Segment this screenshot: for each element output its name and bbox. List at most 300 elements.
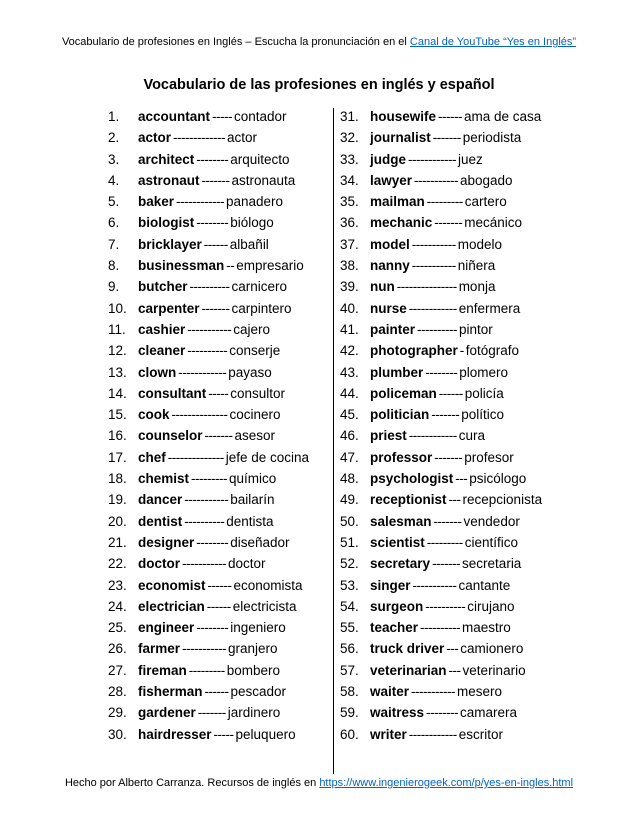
item-number: 46. [340, 428, 359, 444]
item-number: 17. [108, 449, 127, 465]
item-number: 6. [108, 215, 120, 231]
item-number: 36. [340, 215, 359, 231]
separator-dashes: ----------- [414, 172, 458, 188]
english-term: economist [138, 577, 206, 593]
list-item [108, 170, 333, 191]
english-term: nanny [370, 258, 410, 274]
item-number: 60. [340, 726, 359, 742]
spanish-term: veterinario [462, 662, 526, 678]
english-term: bricklayer [138, 236, 202, 252]
separator-dashes: ------- [433, 513, 462, 529]
separator-dashes: --------- [188, 662, 225, 678]
resources-link[interactable]: https://www.ingenierogeek.com/p/yes-en-ingles.html [319, 777, 574, 789]
item-number: 24. [108, 598, 127, 614]
list-item [108, 319, 333, 340]
page-title: Vocabulario de las profesiones en inglés y español [143, 77, 495, 93]
separator-dashes: ------------ [408, 428, 457, 444]
spanish-term: doctor [227, 556, 266, 572]
spanish-term: pintor [458, 321, 493, 337]
list-item [108, 532, 333, 553]
spanish-term: dentista [226, 513, 274, 529]
spanish-term: ama de casa [464, 109, 542, 124]
separator-dashes: ----------- [182, 641, 226, 657]
english-term: painter [370, 321, 416, 337]
list-item [340, 638, 590, 659]
item-number: 30. [108, 726, 127, 742]
list-item [340, 276, 590, 297]
list-item [340, 255, 590, 276]
english-term: businessman [138, 258, 225, 274]
item-number: 9. [108, 279, 120, 295]
item-number: 11. [108, 321, 126, 337]
list-item [108, 617, 333, 638]
vocab-list-left [108, 106, 333, 745]
separator-dashes: --- [448, 662, 461, 678]
spanish-term: asesor [234, 428, 276, 444]
spanish-term: abogado [459, 172, 513, 188]
english-term: dancer [138, 492, 183, 508]
item-number: 10. [108, 300, 127, 316]
item-number: 12. [108, 343, 127, 359]
spanish-term: panadero [225, 194, 284, 210]
spanish-term: cura [458, 428, 485, 444]
english-term: chemist [138, 471, 190, 487]
list-item [108, 149, 333, 170]
item-number: 34. [340, 172, 359, 188]
spanish-term: científico [464, 534, 519, 550]
english-term: journalist [370, 130, 431, 146]
separator-dashes: ------- [432, 130, 461, 146]
spanish-term: cocinero [229, 407, 281, 423]
item-number: 21. [108, 534, 127, 550]
separator-dashes: ---------- [189, 279, 230, 295]
english-term: waitress [370, 705, 425, 721]
item-number: 23. [108, 577, 127, 593]
separator-dashes: ------------ [408, 151, 456, 167]
english-term: farmer [138, 641, 181, 657]
list-item [108, 191, 333, 212]
separator-dashes: ----------- [412, 577, 457, 593]
separator-dashes: -------- [426, 705, 459, 721]
english-term: accountant [138, 109, 211, 124]
english-term: lawyer [370, 172, 413, 188]
list-item [108, 575, 333, 596]
english-term: housewife [370, 109, 437, 124]
item-number: 4. [108, 172, 120, 188]
spanish-term: jefe de cocina [225, 449, 310, 465]
separator-dashes: ----- [213, 726, 234, 742]
item-number: 25. [108, 620, 127, 636]
spanish-term: fotógrafo [465, 343, 520, 359]
separator-dashes: ------- [197, 705, 226, 721]
spanish-term: vendedor [463, 513, 520, 529]
spanish-term: empresario [236, 258, 304, 274]
list-item [340, 319, 590, 340]
separator-dashes: ------ [438, 385, 463, 401]
separator-dashes: ------- [204, 428, 233, 444]
spanish-term: conserje [229, 343, 281, 359]
separator-dashes: - [459, 343, 464, 359]
item-number: 7. [108, 236, 120, 252]
list-item [108, 681, 333, 702]
spanish-term: astronauta [231, 172, 296, 188]
list-item [108, 212, 333, 233]
english-term: carpenter [138, 300, 200, 316]
separator-dashes: --- [448, 492, 461, 508]
separator-dashes: ----------- [187, 321, 232, 337]
list-item [340, 234, 590, 255]
item-number: 22. [108, 556, 127, 572]
separator-dashes: -------- [196, 620, 229, 636]
list-item [340, 596, 590, 617]
spanish-term: monja [458, 279, 496, 295]
separator-dashes: ------- [432, 556, 461, 572]
english-term: writer [370, 726, 407, 742]
english-term: waiter [370, 684, 410, 700]
english-term: engineer [138, 620, 195, 636]
spanish-term: mecánico [464, 215, 523, 231]
item-number: 18. [108, 471, 127, 487]
separator-dashes: ---------- [425, 598, 466, 614]
separator-dashes: -- [226, 258, 235, 274]
item-number: 58. [340, 684, 359, 700]
separator-dashes: ------ [438, 109, 462, 124]
separator-dashes: ----------- [182, 556, 226, 572]
item-number: 16. [108, 428, 127, 444]
item-number: 13. [108, 364, 127, 380]
separator-dashes: --- [446, 641, 459, 657]
separator-dashes: -------------- [167, 449, 224, 465]
spanish-term: pescador [230, 684, 287, 700]
english-term: mailman [370, 194, 425, 210]
spanish-term: payaso [228, 364, 272, 380]
separator-dashes: ------- [431, 407, 460, 423]
separator-dashes: -------- [425, 364, 458, 380]
separator-dashes: ----------- [411, 236, 456, 252]
list-item [108, 660, 333, 681]
list-item [108, 724, 333, 745]
item-number: 51. [340, 534, 359, 550]
spanish-term: diseñador [230, 534, 290, 550]
item-number: 43. [340, 364, 359, 380]
spanish-term: químico [229, 471, 277, 487]
header-text: Vocabulario de profesiones en Inglés – Escucha la pronunciación en el [61, 36, 410, 48]
youtube-channel-link[interactable]: Canal de YouTube “Yes en Inglés” [409, 36, 577, 48]
page-header [0, 36, 638, 48]
english-term: hairdresser [138, 726, 212, 742]
item-number: 27. [108, 662, 127, 678]
spanish-term: modelo [457, 236, 502, 252]
spanish-term: jardinero [227, 705, 281, 721]
item-number: 29. [108, 705, 127, 721]
item-number: 32. [340, 130, 359, 146]
spanish-term: albañil [229, 236, 269, 252]
item-number: 50. [340, 513, 359, 529]
separator-dashes: ------- [201, 300, 230, 316]
english-term: fisherman [138, 684, 203, 700]
separator-dashes: -------- [196, 215, 229, 231]
list-item [108, 468, 333, 489]
list-item [340, 511, 590, 532]
spanish-term: juez [457, 151, 483, 167]
spanish-term: bombero [226, 662, 281, 678]
english-term: actor [138, 130, 172, 146]
list-item [108, 489, 333, 510]
item-number: 19. [108, 492, 127, 508]
item-number: 8. [108, 258, 120, 274]
english-term: astronaut [138, 172, 200, 188]
item-number: 57. [340, 662, 359, 678]
item-number: 40. [340, 300, 359, 316]
spanish-term: cajero [233, 321, 271, 337]
spanish-term: camarera [460, 705, 518, 721]
separator-dashes: ------------ [408, 726, 457, 742]
english-term: teacher [370, 620, 419, 636]
english-term: model [370, 236, 410, 252]
separator-dashes: ------------ [408, 300, 457, 316]
spanish-term: granjero [227, 641, 278, 657]
item-number: 53. [340, 577, 359, 593]
english-term: biologist [138, 215, 195, 231]
separator-dashes: ---------- [187, 343, 228, 359]
separator-dashes: ------ [203, 236, 228, 252]
separator-dashes: ----- [212, 109, 232, 124]
separator-dashes: ---------- [417, 321, 457, 337]
separator-dashes: ---------- [420, 620, 460, 636]
item-number: 35. [340, 194, 359, 210]
list-item [108, 404, 333, 425]
spanish-term: cantante [458, 577, 511, 593]
english-term: scientist [370, 534, 425, 550]
spanish-term: policía [464, 385, 504, 401]
spanish-term: plomero [459, 364, 509, 380]
item-number: 49. [340, 492, 359, 508]
item-number: 5. [108, 194, 120, 210]
separator-dashes: ------------- [173, 130, 225, 146]
list-item [108, 383, 333, 404]
english-term: doctor [138, 556, 180, 572]
list-item [108, 638, 333, 659]
list-item [108, 255, 333, 276]
item-number: 55. [340, 620, 359, 636]
item-number: 59. [340, 705, 359, 721]
list-item [340, 298, 590, 319]
separator-dashes: ----------- [411, 258, 456, 274]
list-item [108, 702, 333, 723]
spanish-term: economista [233, 577, 303, 593]
separator-dashes: ------- [201, 172, 230, 188]
english-term: politician [370, 407, 430, 423]
separator-dashes: --- [455, 471, 468, 487]
spanish-term: profesor [464, 449, 514, 465]
english-term: dentist [138, 513, 183, 529]
separator-dashes: ----------- [411, 684, 455, 700]
separator-dashes: --------------- [396, 279, 457, 295]
spanish-term: escritor [458, 726, 503, 742]
list-item [340, 212, 590, 233]
separator-dashes: ---------- [184, 513, 225, 529]
separator-dashes: ------ [207, 577, 232, 593]
list-item [340, 149, 590, 170]
english-term: consultant [138, 385, 207, 401]
english-term: nurse [370, 300, 407, 316]
item-number: 41. [340, 321, 359, 337]
list-item [340, 383, 590, 404]
list-item [340, 617, 590, 638]
spanish-term: carpintero [231, 300, 292, 316]
english-term: butcher [138, 279, 188, 295]
vocab-list-right [340, 106, 590, 745]
item-number: 48. [340, 471, 359, 487]
list-item [340, 170, 590, 191]
list-item [108, 276, 333, 297]
item-number: 39. [340, 279, 359, 295]
english-term: gardener [138, 705, 196, 721]
spanish-term: maestro [462, 620, 511, 636]
separator-dashes: ------------ [178, 364, 227, 380]
column-divider [333, 108, 334, 774]
spanish-term: carnicero [231, 279, 288, 295]
english-term: psychologist [370, 471, 454, 487]
list-item [340, 127, 590, 148]
list-item [108, 511, 333, 532]
item-number: 31. [340, 109, 359, 124]
list-item [340, 340, 590, 361]
list-item [340, 660, 590, 681]
list-item [340, 404, 590, 425]
footer-text: Hecho por Alberto Carranza. Recursos de inglés en [64, 777, 320, 789]
english-term: singer [370, 577, 411, 593]
spanish-term: bailarín [230, 492, 275, 508]
english-term: salesman [370, 513, 432, 529]
separator-dashes: ------- [434, 215, 463, 231]
english-term: surgeon [370, 598, 424, 614]
list-item [340, 489, 590, 510]
item-number: 45. [340, 407, 359, 423]
spanish-term: electricista [232, 598, 297, 614]
list-item [108, 234, 333, 255]
english-term: nun [370, 279, 395, 295]
separator-dashes: ------ [206, 598, 231, 614]
list-item [340, 468, 590, 489]
item-number: 15. [108, 407, 127, 423]
list-item [340, 191, 590, 212]
separator-dashes: -------------- [171, 407, 228, 423]
spanish-term: ingeniero [230, 620, 286, 636]
spanish-term: enfermera [458, 300, 521, 316]
list-item [340, 447, 590, 468]
separator-dashes: --------- [426, 194, 463, 210]
item-number: 52. [340, 556, 359, 572]
item-number: 37. [340, 236, 359, 252]
item-number: 56. [340, 641, 359, 657]
separator-dashes: ----------- [184, 492, 229, 508]
separator-dashes: ----- [208, 385, 229, 401]
spanish-term: niñera [457, 258, 496, 274]
english-term: cook [138, 407, 170, 423]
item-number: 33. [340, 151, 359, 167]
list-item [340, 532, 590, 553]
spanish-term: biólogo [230, 215, 274, 231]
english-term: judge [370, 151, 406, 167]
english-term: secretary [370, 556, 431, 572]
separator-dashes: ------------ [176, 194, 224, 210]
item-number: 3. [108, 151, 120, 167]
spanish-term: actor [226, 130, 257, 146]
english-term: cashier [138, 321, 186, 337]
spanish-term: consultor [230, 385, 286, 401]
english-term: photographer [370, 343, 458, 359]
english-term: chef [138, 449, 166, 465]
list-item [340, 362, 590, 383]
english-term: plumber [370, 364, 424, 380]
english-term: counselor [138, 428, 203, 444]
spanish-term: contador [234, 109, 287, 124]
list-item [108, 298, 333, 319]
list-item [340, 425, 590, 446]
item-number: 44. [340, 385, 359, 401]
english-term: designer [138, 534, 195, 550]
spanish-term: secretaria [462, 556, 522, 572]
spanish-term: camionero [460, 641, 524, 657]
item-number: 26. [108, 641, 127, 657]
item-number: 1. [108, 109, 120, 124]
spanish-term: periodista [462, 130, 522, 146]
item-number: 2. [108, 130, 120, 146]
spanish-term: peluquero [235, 726, 296, 742]
item-number: 47. [340, 449, 359, 465]
spanish-term: mesero [456, 684, 502, 700]
english-term: professor [370, 449, 433, 465]
separator-dashes: --------- [191, 471, 227, 487]
list-item [340, 702, 590, 723]
spanish-term: cartero [464, 194, 507, 210]
spanish-term: cirujano [467, 598, 515, 614]
item-number: 54. [340, 598, 359, 614]
list-item [340, 724, 590, 745]
separator-dashes: --------- [426, 534, 463, 550]
separator-dashes: ------ [204, 684, 229, 700]
english-term: architect [138, 151, 195, 167]
english-term: fireman [138, 662, 187, 678]
list-item [108, 447, 333, 468]
list-item [108, 106, 333, 127]
spanish-term: arquitecto [230, 151, 290, 167]
list-item [108, 596, 333, 617]
page-footer [0, 777, 638, 789]
separator-dashes: -------- [196, 151, 229, 167]
spanish-term: psicólogo [469, 471, 527, 487]
item-number: 28. [108, 684, 127, 700]
spanish-term: recepcionista [462, 492, 543, 508]
item-number: 38. [340, 258, 359, 274]
english-term: policeman [370, 385, 437, 401]
list-item [340, 575, 590, 596]
separator-dashes: ------- [434, 449, 463, 465]
english-term: truck driver [370, 641, 445, 657]
list-item [108, 362, 333, 383]
english-term: clown [138, 364, 177, 380]
english-term: baker [138, 194, 175, 210]
list-item [108, 127, 333, 148]
english-term: priest [370, 428, 407, 444]
item-number: 14. [108, 385, 127, 401]
list-item [108, 340, 333, 361]
list-item [340, 553, 590, 574]
list-item [340, 681, 590, 702]
separator-dashes: -------- [196, 534, 229, 550]
list-item [340, 106, 590, 127]
